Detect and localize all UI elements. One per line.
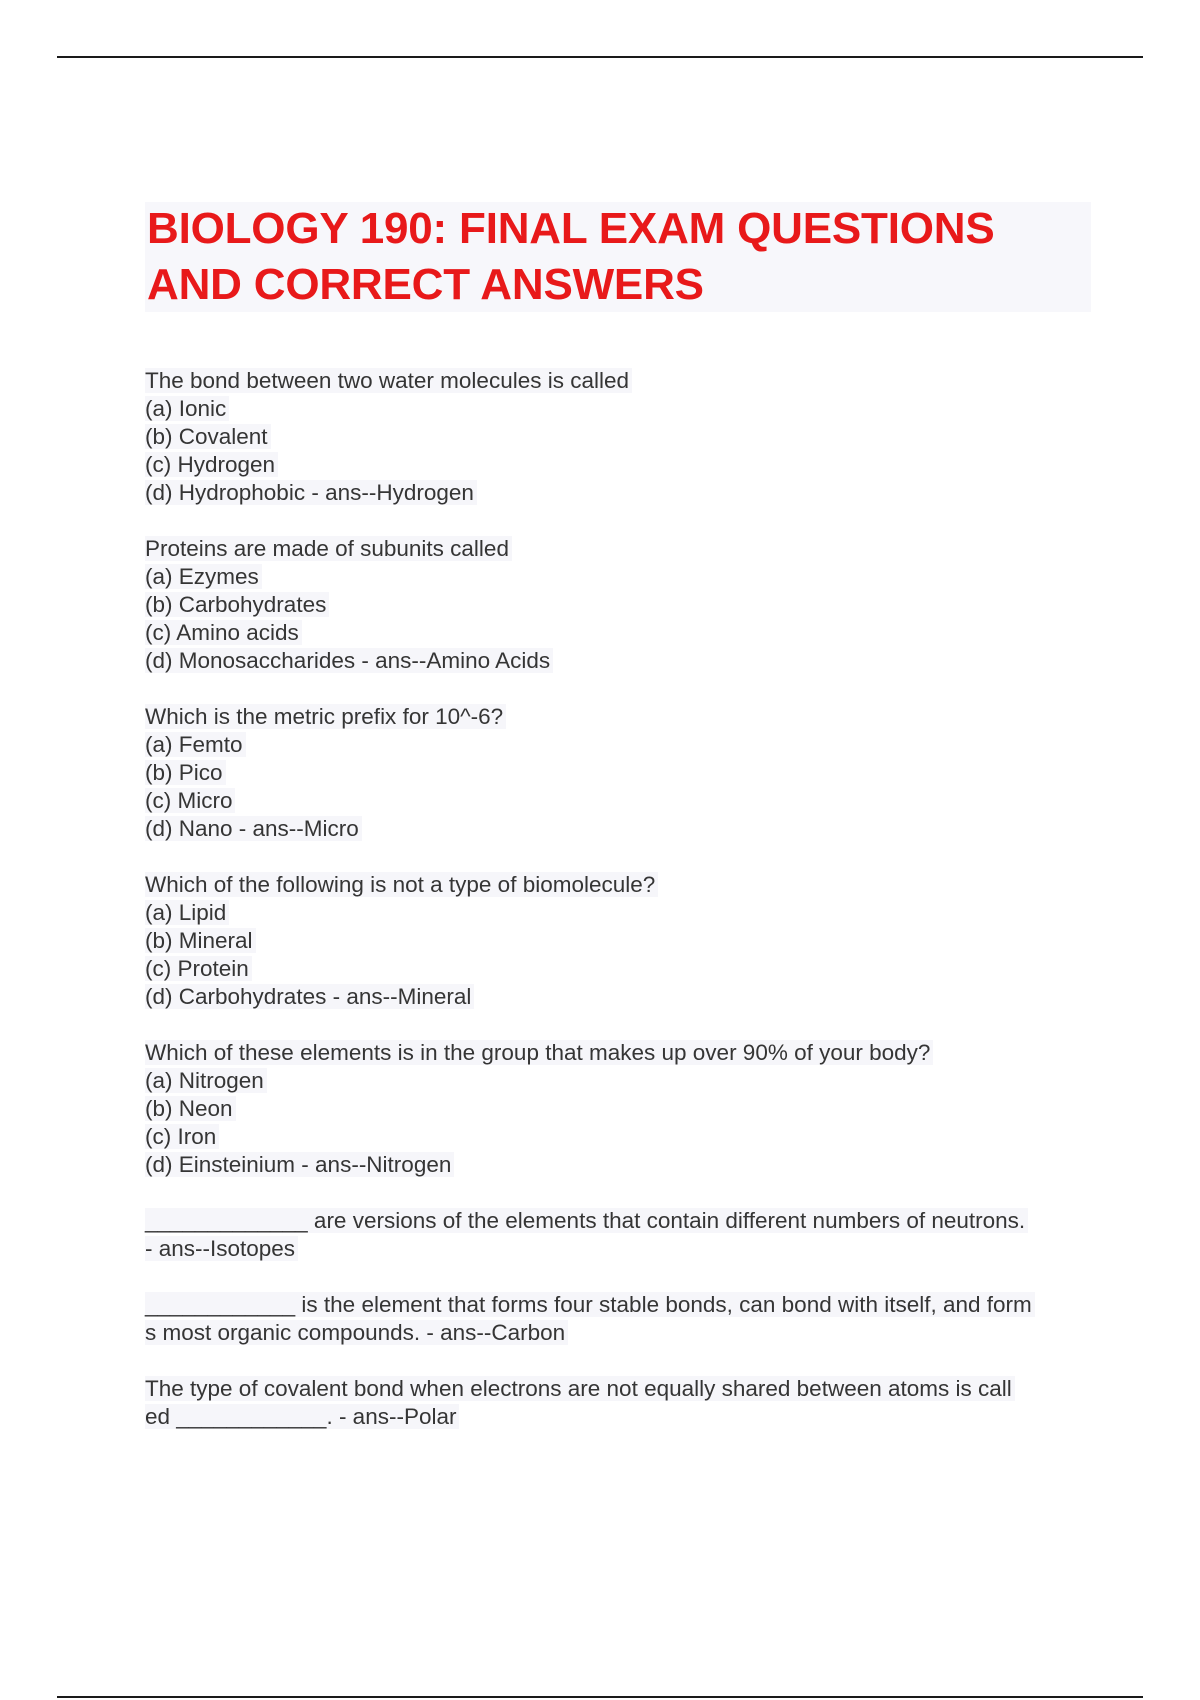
- answer-option: (a) Femto: [145, 731, 1095, 759]
- question-text-continued: - ans--Isotopes: [145, 1235, 1095, 1263]
- title-line-1: BIOLOGY 190: FINAL EXAM QUESTIONS: [147, 204, 995, 253]
- question-text: ____________ is the element that forms four stable bonds, can bond with itself, and form: [145, 1291, 1095, 1319]
- answer-option: (a) Lipid: [145, 899, 1095, 927]
- bottom-rule: [57, 1696, 1143, 1698]
- question-text: Which of these elements is in the group that makes up over 90% of your body?: [145, 1039, 1095, 1067]
- document-title: [145, 202, 1091, 312]
- question-list: [145, 367, 1095, 1459]
- answer-option: (a) Ezymes: [145, 563, 1095, 591]
- answer-option: (c) Amino acids: [145, 619, 1095, 647]
- question-block-7: [145, 1291, 1095, 1347]
- answer-option: (d) Einsteinium - ans--Nitrogen: [145, 1151, 1095, 1179]
- answer-option: (d) Monosaccharides - ans--Amino Acids: [145, 647, 1095, 675]
- answer-option: (c) Iron: [145, 1123, 1095, 1151]
- question-text: Which of the following is not a type of biomolecule?: [145, 871, 1095, 899]
- question-block-4: [145, 871, 1095, 1011]
- top-rule: [57, 56, 1143, 58]
- answer-option: (d) Carbohydrates - ans--Mineral: [145, 983, 1095, 1011]
- answer-option: (b) Carbohydrates: [145, 591, 1095, 619]
- answer-option: (b) Mineral: [145, 927, 1095, 955]
- title-line-2: AND CORRECT ANSWERS: [147, 260, 704, 309]
- answer-option: (d) Hydrophobic - ans--Hydrogen: [145, 479, 1095, 507]
- question-block-8: [145, 1375, 1095, 1431]
- question-text-continued: s most organic compounds. - ans--Carbon: [145, 1319, 1095, 1347]
- answer-option: (b) Neon: [145, 1095, 1095, 1123]
- answer-option: (c) Protein: [145, 955, 1095, 983]
- question-text: The type of covalent bond when electrons are not equally shared between atoms is call: [145, 1375, 1095, 1403]
- question-block-5: [145, 1039, 1095, 1179]
- question-text: Which is the metric prefix for 10^-6?: [145, 703, 1095, 731]
- question-text: Proteins are made of subunits called: [145, 535, 1095, 563]
- answer-option: (c) Hydrogen: [145, 451, 1095, 479]
- answer-option: (c) Micro: [145, 787, 1095, 815]
- answer-option: (b) Covalent: [145, 423, 1095, 451]
- question-text: _____________ are versions of the elements that contain different numbers of neutrons.: [145, 1207, 1095, 1235]
- question-block-6: [145, 1207, 1095, 1263]
- question-block-2: [145, 535, 1095, 675]
- answer-option: (d) Nano - ans--Micro: [145, 815, 1095, 843]
- answer-option: (a) Nitrogen: [145, 1067, 1095, 1095]
- question-block-1: [145, 367, 1095, 507]
- question-text: The bond between two water molecules is called: [145, 367, 1095, 395]
- question-block-3: [145, 703, 1095, 843]
- answer-option: (a) Ionic: [145, 395, 1095, 423]
- answer-option: (b) Pico: [145, 759, 1095, 787]
- question-text-continued: ed ____________. - ans--Polar: [145, 1403, 1095, 1431]
